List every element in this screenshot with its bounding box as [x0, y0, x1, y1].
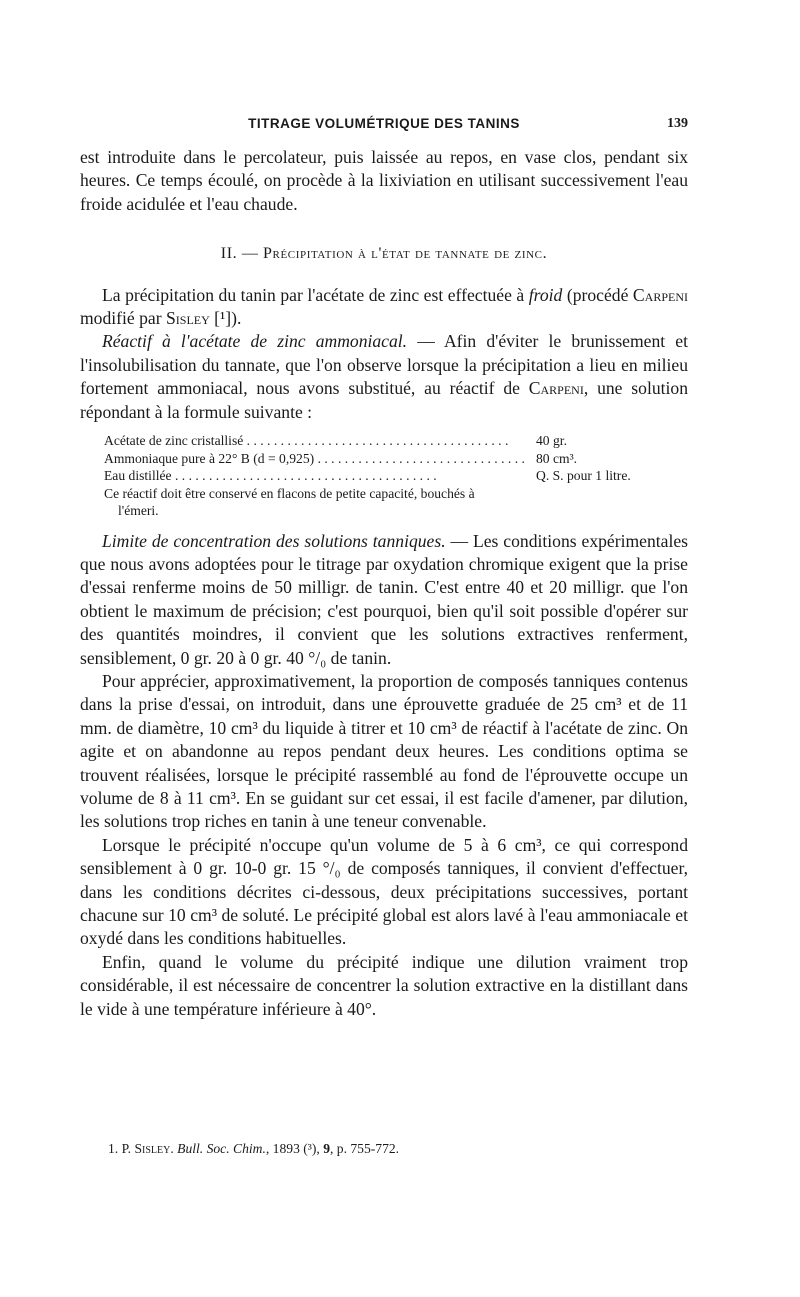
text-run: , une solution répondant à la formule suivante :	[80, 378, 688, 422]
formula-quantity: 80 cm³.	[528, 450, 688, 468]
running-header	[80, 116, 688, 138]
formula-row	[104, 432, 688, 450]
section-heading: II. — Précipitation à l'état de tannate de zinc.	[220, 245, 548, 263]
footnote-ref: [¹]).	[209, 308, 242, 329]
paragraph-estimate: Pour apprécier, approximativement, la proportion de composés tanniques contenus dans la prise d'essai, on introduit, dans une éprouvette graduée de 25 cm³ et de 11 mm. de diamètre, 10 cm³ du liquide à titrer et 10 cm³ de réactif à l'acétate de zinc. On agite et on abandonne au repos pendant deux heures. Les conditions optima se trouvent réalisées, lorsque le précipité rassemblé au fond de l'éprouvette occupe un volume de 8 à 11 cm³. En se guidant sur cet essai, il est facile d'amener, par dilution, les solutions trop riches en tanin à une teneur convenable.	[80, 671, 688, 832]
page-number: 139	[667, 116, 688, 131]
text-run: — Afin d'éviter le brunissement et l'insolubilisation du tannate, que l'on observe lorsque la précipitation a lieu en milieu fortement ammoniacal, nous avons substitué, au réactif de	[80, 331, 688, 399]
formula-ingredient: Ammoniaque pure à 22° B (d = 0,925) . . .	[104, 450, 528, 468]
text-run: (procédé	[562, 284, 633, 305]
formula-note-cont: l'émeri.	[118, 503, 159, 519]
running-title: TITRAGE VOLUMÉTRIQUE DES TANINS	[248, 116, 520, 131]
paragraph-continuation: est introduite dans le percolateur, puis laissée au repos, en vase clos, pendant six heures. Ce temps écoulé, on procède à la lixiviation en utilisant successivement l'eau froide acidulée et l'eau chaude.	[80, 147, 688, 214]
text-run: — Les conditions expérimentales que nous avons adoptées pour le titrage par oxydation chromique exigent que la prise d'essai renferme moins de 50 milligr. de tanin. C'est entre 40 et 20 milligr. que l'on obtient le maximum de précision; c'est pourquoi, bien qu'il soit possible d'opérer sur des quantités moindres, il convient que les solutions extractives renferment, sensiblement, 0 gr. 20 à 0 gr. 40 °/₀ de tanin.	[80, 530, 689, 668]
paragraph-reagent	[80, 330, 688, 424]
footnote	[108, 1141, 688, 1157]
paragraph-precipitation	[80, 284, 688, 331]
text-run: modifié par	[80, 308, 166, 329]
text-run: 1. P.	[108, 1141, 135, 1156]
body-text	[80, 146, 688, 1021]
journal-title: Bull. Soc. Chim.	[177, 1141, 266, 1156]
paragraph-concentration: Enfin, quand le volume du précipité indique une dilution vraiment trop considérable, il est nécessaire de concentrer la solution extractive en la distillant dans le vide à une température inférieure à 40°.	[80, 951, 688, 1019]
formula-note: Ce réactif doit être conservé en flacons de petite capacité, bouchés à	[104, 485, 475, 501]
text-run: .	[170, 1141, 178, 1156]
formula-ingredient: Eau distillée . . .	[104, 467, 528, 485]
subheading-italic: Limite de concentration des solutions tanniques.	[102, 530, 446, 551]
paragraph-double-precipitation: Lorsque le précipité n'occupe qu'un volume de 5 à 6 cm³, ce qui correspond sensiblement à 0 gr. 10-0 gr. 15 °/₀ de composés tanniques, il convient d'effectuer, dans les conditions décrites ci-dessous, deux précipitations successives, portant chacune sur 10 cm³ de soluté. Le précipité global est alors lavé à l'eau ammoniacale et oxydé dans les conditions habituelles.	[80, 834, 688, 949]
formula-ingredient: Acétate de zinc cristallisé . . .	[104, 432, 528, 450]
author-name: Sisley	[134, 1141, 171, 1156]
text-run: , p. 755-772.	[329, 1141, 400, 1156]
text-run-italic: froid	[528, 284, 563, 305]
paragraph-limits	[80, 530, 688, 670]
volume-number: 9	[323, 1141, 330, 1156]
formula-row	[104, 467, 688, 485]
author-name: Carpeni	[632, 284, 688, 305]
formula-row	[104, 450, 688, 468]
formula-quantity: 40 gr.	[528, 432, 688, 450]
author-name: Carpeni	[528, 378, 584, 399]
author-name: Sisley	[165, 308, 210, 329]
formula-quantity: Q. S. pour 1 litre.	[528, 467, 688, 485]
reagent-formula	[104, 432, 688, 520]
text-run: , 1893 (³),	[265, 1141, 324, 1156]
subheading-italic: Réactif à l'acétate de zinc ammoniacal.	[102, 331, 408, 352]
text-run: La précipitation du tanin par l'acétate de zinc est effectuée à	[102, 284, 529, 305]
